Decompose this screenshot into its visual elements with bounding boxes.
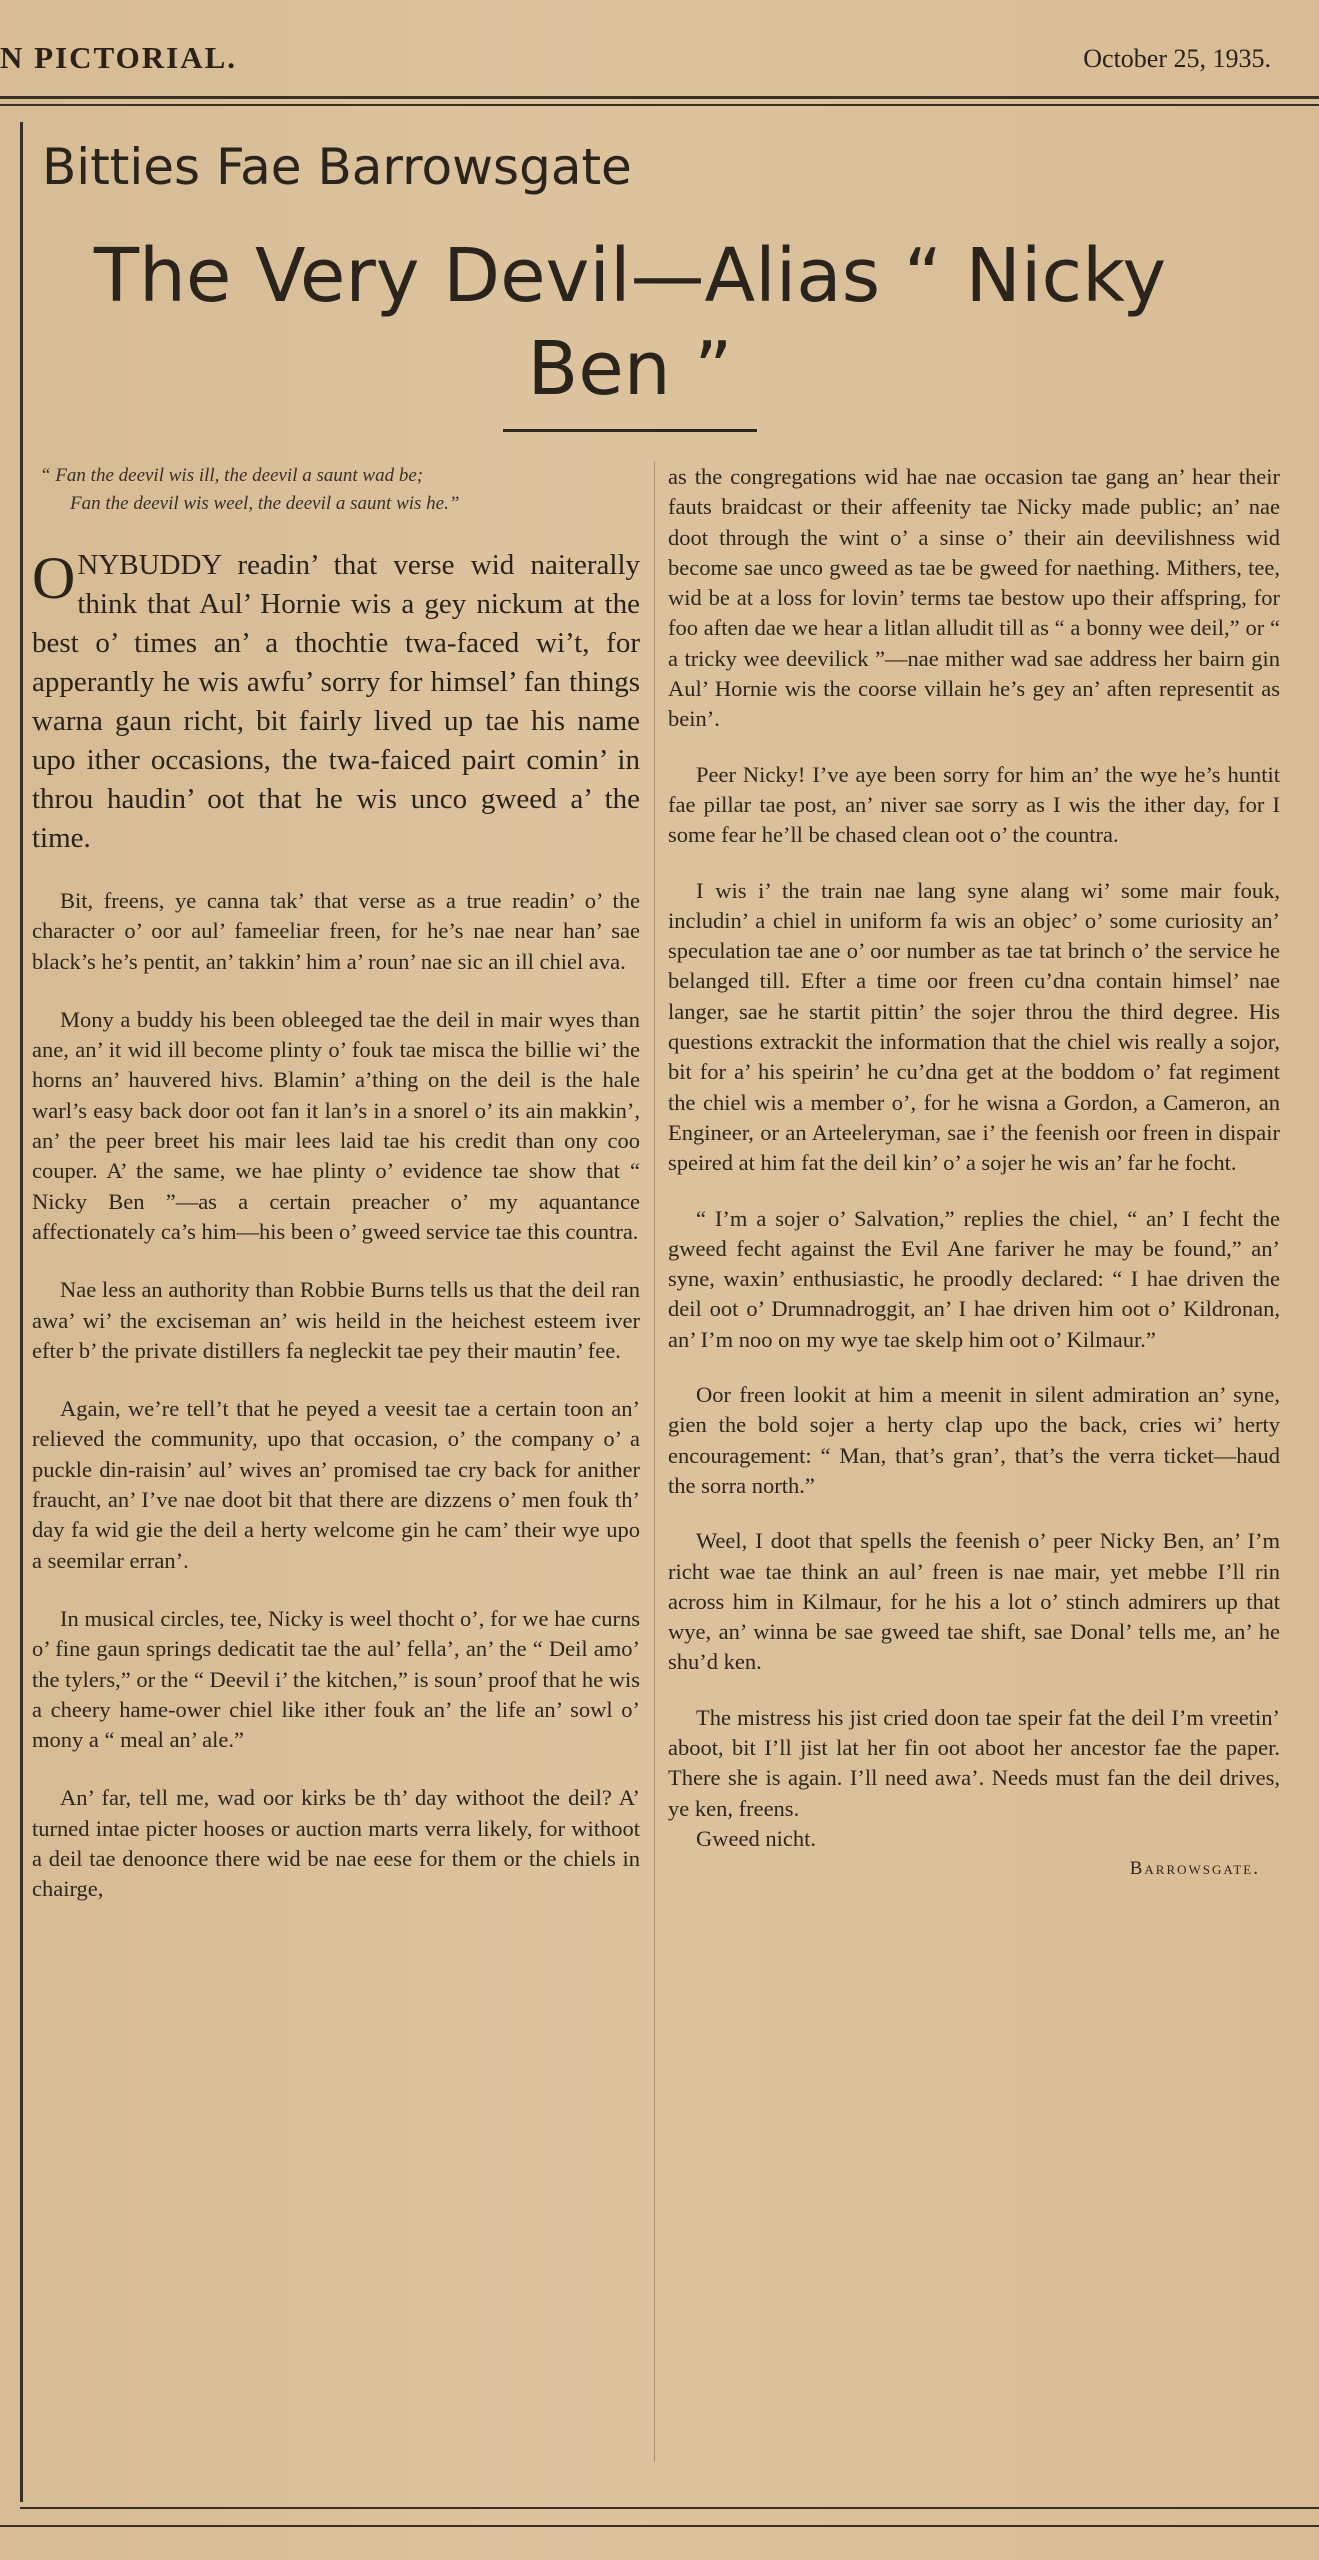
paragraph: In musical circles, tee, Nicky is weel thocht o’, for we hae curns o’ fine gaun springs dedicatit tae the aul’ fella’, an’ the “ Deil amo’ the tylers,” or the “ Deevil i’ the kitchen,” is soun’ proof that he wis a cheery hame-ower chiel like ither fouk an’ the life an’ sowl o’ mony a “ meal an’ ale.”: [32, 1605, 640, 1753]
paragraph: “ I’m a sojer o’ Salvation,” replies the chiel, “ an’ I fecht the gweed fecht against the Evil Ane fariver he may be found,” an’ syne, waxin’ enthusiastic, he proodly declared: “ I hae driven the deil oot o’ Drumnadroggit, an’ I hae driven him oot o’ Kildronan, an’ I’m noo on my wye tae skelp him oot o’ Kilmaur.”: [668, 1205, 1280, 1352]
paragraph: Peer Nicky! I’ve aye been sorry for him an’ the wye he’s huntit fae pillar tae post, an’ niver sae sorry as I wis the ither day, for I some fear he’ll be chased clean oot o’ the countra.: [668, 761, 1280, 848]
paragraph: Mony a buddy his been obleeged tae the deil in mair wyes than ane, an’ it wid ill become plinty o’ fouk tae misca the billie wi’ the horns an’ hauvered hivs. Blamin’ a’thing on the deil is the hale warl’s easy back door oot fan it lan’s in a snorel o’ its ain makkin’, an’ the peer breet his mair lees laid tae his credit than ony coo couper. A’ the same, we hae plinty o’ evidence tae show that “ Nicky Ben ”—as a certain preacher o’ my aquantance affectionately ca’s him—his been o’ gweed service tae this countra.: [32, 1006, 640, 1244]
publication-name: N PICTORIAL.: [0, 40, 238, 75]
headline-rule: [503, 429, 757, 432]
paragraph: Bit, freens, ye canna tak’ that verse as a true readin’ o’ the character o’ oor aul’ fameeliar freen, for he’s nae near han’ sae black’s he’s pentit, an’ takkin’ him a’ roun’ nae sic an ill chiel ava.: [32, 888, 640, 974]
paragraph: Weel, I doot that spells the feenish o’ peer Nicky Ben, an’ I’m richt wae tae think an aul’ freen is nae mair, yet mebbe I’ll rin across him in Kilmaur, for he his a lot o’ stinch admirers up that wye, an’ winna be sae gweed tae shift, sae Donal’ tells me, an’ he shu’d ken.: [668, 1528, 1280, 1675]
headline-line-2: Ben ”: [527, 326, 733, 412]
paragraph: Oor freen lookit at him a meenit in silent admiration an’ syne, gien the bold sojer a herty clap upo the back, cries wi’ herty encouragement: “ Man, that’s gran’, that’s the verra ticket—haud the sorra north.”: [668, 1382, 1280, 1498]
closing-line: Gweed nicht.: [696, 1825, 816, 1851]
epigraph: [32, 462, 640, 518]
paragraph: Again, we’re tell’t that he peyed a veesit tae a certain toon an’ relieved the community, upo that occasion, o’ the company o’ a puckle din-raisin’ aul’ wives an’ promised tae cry back for anither fraucht, an’ I’ve nae doot bit that there are dizzens o’ men fouk th’ day fa wid gie the deil a herty welcome gin he cam’ their wye upo a seemilar erran’.: [32, 1396, 640, 1573]
headline: [40, 230, 1220, 416]
top-rule: [0, 96, 1319, 99]
left-column-rule: [20, 122, 23, 2502]
paragraph: Nae less an authority than Robbie Burns tells us that the deil ran awa’ wi’ the exciseman an’ wis heild in the heichest esteem iver efter b’ the private distillers fa negleckit tae pey their mautin’ fee.: [32, 1277, 640, 1363]
epigraph-line-1: “ Fan the deevil wis ill, the deevil a saunt wad be;: [40, 465, 424, 486]
column-divider: [654, 462, 655, 2462]
paragraph: The mistress his jist cried doon tae speir fat the deil I’m vreetin’ aboot, bit I’ll jist lat her fin oot aboot her ancestor fae the paper. There she is again. I’ll need awa’. Needs must fan the deil drives, ye ken, freens.: [668, 1704, 1280, 1821]
paragraph: An’ far, tell me, wad oor kirks be th’ day withoot the deil? A’ turned intae picter hooses or auction marts verra likely, for withoot a deil tae denoonce there wid be nae eese for them or the chiels in chairge,: [32, 1785, 640, 1902]
paragraph: I wis i’ the train nae lang syne alang wi’ some mair fouk, includin’ a chiel in uniform fa wis an objec’ o’ some curiosity an’ speculation tae ane o’ oor number as tae tat brinch o’ the service he belanged till. Efter a time oor freen cu’dna contain himsel’ nae langer, sae he startit pittin’ the sojer throu the third degree. His questions extrackit the information that the chiel wis really a sojor, bit for a’ his speirin’ he cu’dna get at the boddom o’ fat regiment the chiel wis a member o’, for he wisna a Gordon, a Cameron, an Engineer, or an Arteeleryman, sae i’ the feenish oor freen in dispair speired at him fat the deil kin’ o’ a sojer he wis an’ far he focht.: [668, 877, 1280, 1176]
drop-cap: O: [32, 545, 76, 611]
headline-line-1: The Very Devil—Alias “ Nicky: [93, 233, 1167, 319]
series-title: Bitties Fae Barrowsgate: [42, 138, 632, 196]
lead-paragraph: [32, 546, 640, 858]
left-column: [32, 462, 640, 1905]
paragraph: as the congregations wid hae nae occasion tae gang an’ hear their fauts braidcast or their affeenity tae Nicky made public; an’ nae doot through the wint o’ a sinse o’ their ain deevilishness wid become sae unco gweed as tae be gweed for naething. Mithers, tee, wid be at a loss for lovin’ terms tae bestow upo their affspring, for foo aften dae we hear a litlan alludit till as “ a bonny wee deil,” or “ a tricky wee deevilick ”—nae mither wad sae address her bairn gin Aul’ Hornie wis the coorse villain he’s gey an’ aften representit as bein’.: [668, 464, 1280, 732]
masthead: [0, 0, 1319, 100]
right-column: [668, 462, 1280, 1880]
publication-date: October 25, 1935.: [1083, 44, 1271, 73]
lead-text: NYBUDDY readin’ that verse wid naiterally think that Aul’ Hornie wis a gey nickum at the best o’ times an’ a thochtie twa-faced wi’t, for apperantly he wis awfu’ sorry for himsel’ fan things warna gaun richt, bit fairly lived up tae his name upo ither occasions, the twa-faiced pairt comin’ in throu haudin’ oot that he wis unco gweed a’ the time.: [32, 549, 640, 854]
epigraph-line-2: Fan the deevil wis weel, the deevil a saunt wis he.”: [70, 493, 460, 514]
top-rule-thin: [0, 104, 1319, 106]
bottom-rule: [20, 2507, 1319, 2509]
bottom-rule-outer: [0, 2525, 1319, 2527]
signature: Barrowsgate.: [1129, 1858, 1260, 1880]
